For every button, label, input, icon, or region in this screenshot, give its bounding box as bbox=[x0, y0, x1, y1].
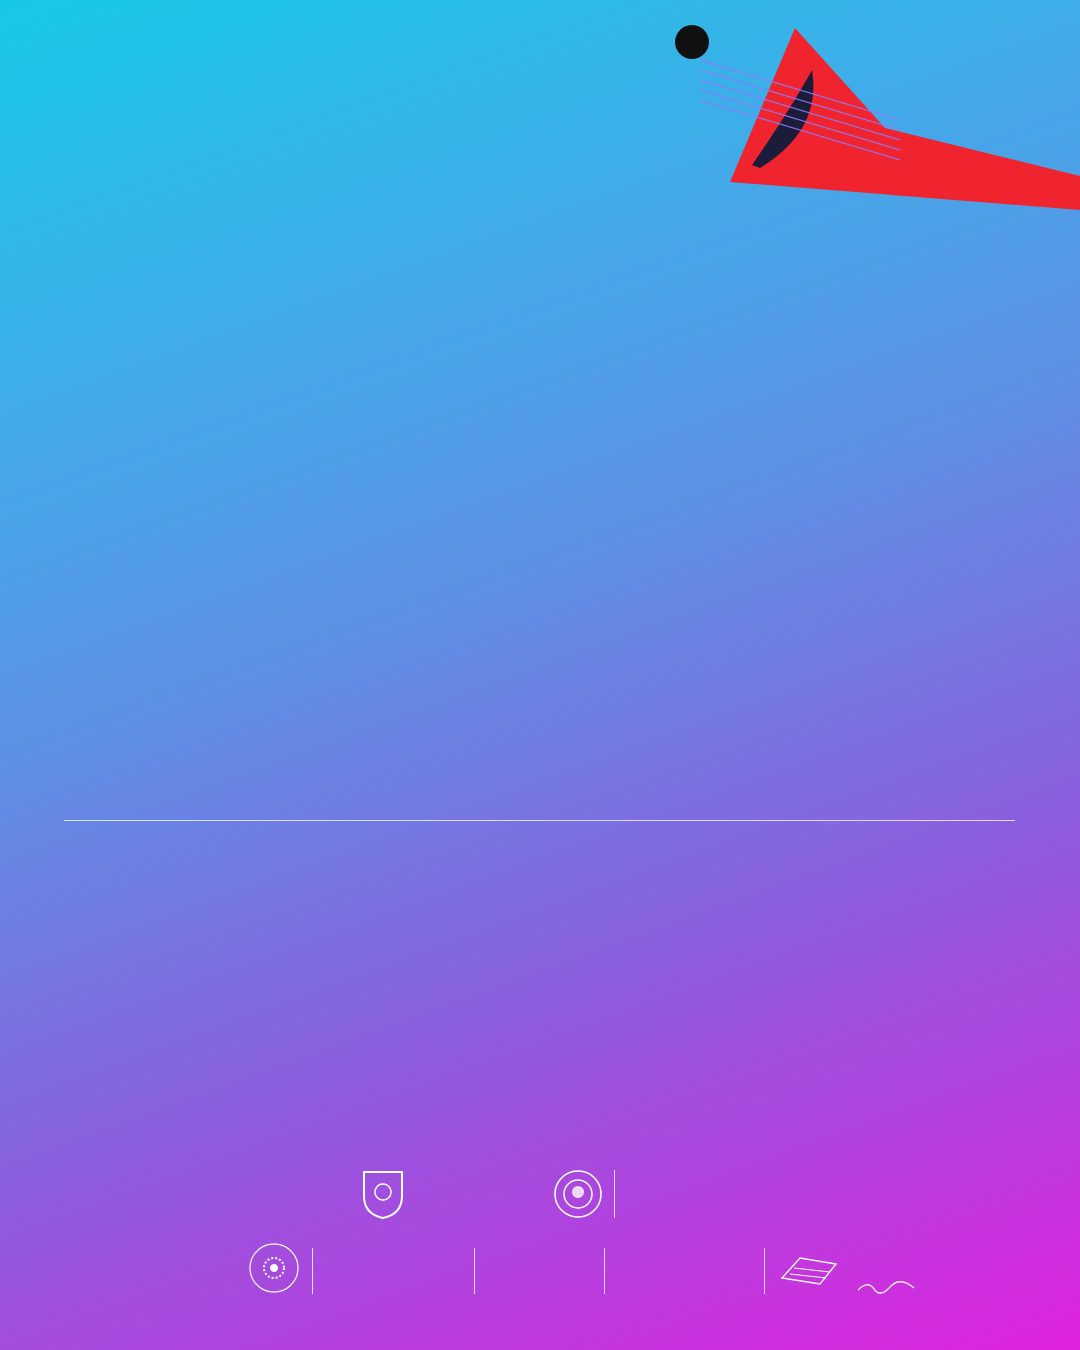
logo-separator bbox=[604, 1248, 605, 1294]
unal-shield-icon bbox=[360, 1166, 406, 1220]
signature-icon bbox=[856, 1280, 916, 1294]
colombo-americano-stamp bbox=[850, 62, 1010, 222]
logo-separator bbox=[312, 1248, 313, 1294]
black-dot-icon bbox=[675, 25, 709, 59]
banrep-seal-icon bbox=[552, 1168, 604, 1220]
logo-separator bbox=[614, 1170, 615, 1218]
divider bbox=[64, 820, 1015, 821]
logo-separator bbox=[474, 1248, 475, 1294]
universidad-caldas-seal-icon bbox=[248, 1242, 300, 1294]
logo-separator bbox=[764, 1248, 765, 1294]
building-sketch-icon bbox=[780, 1250, 838, 1286]
